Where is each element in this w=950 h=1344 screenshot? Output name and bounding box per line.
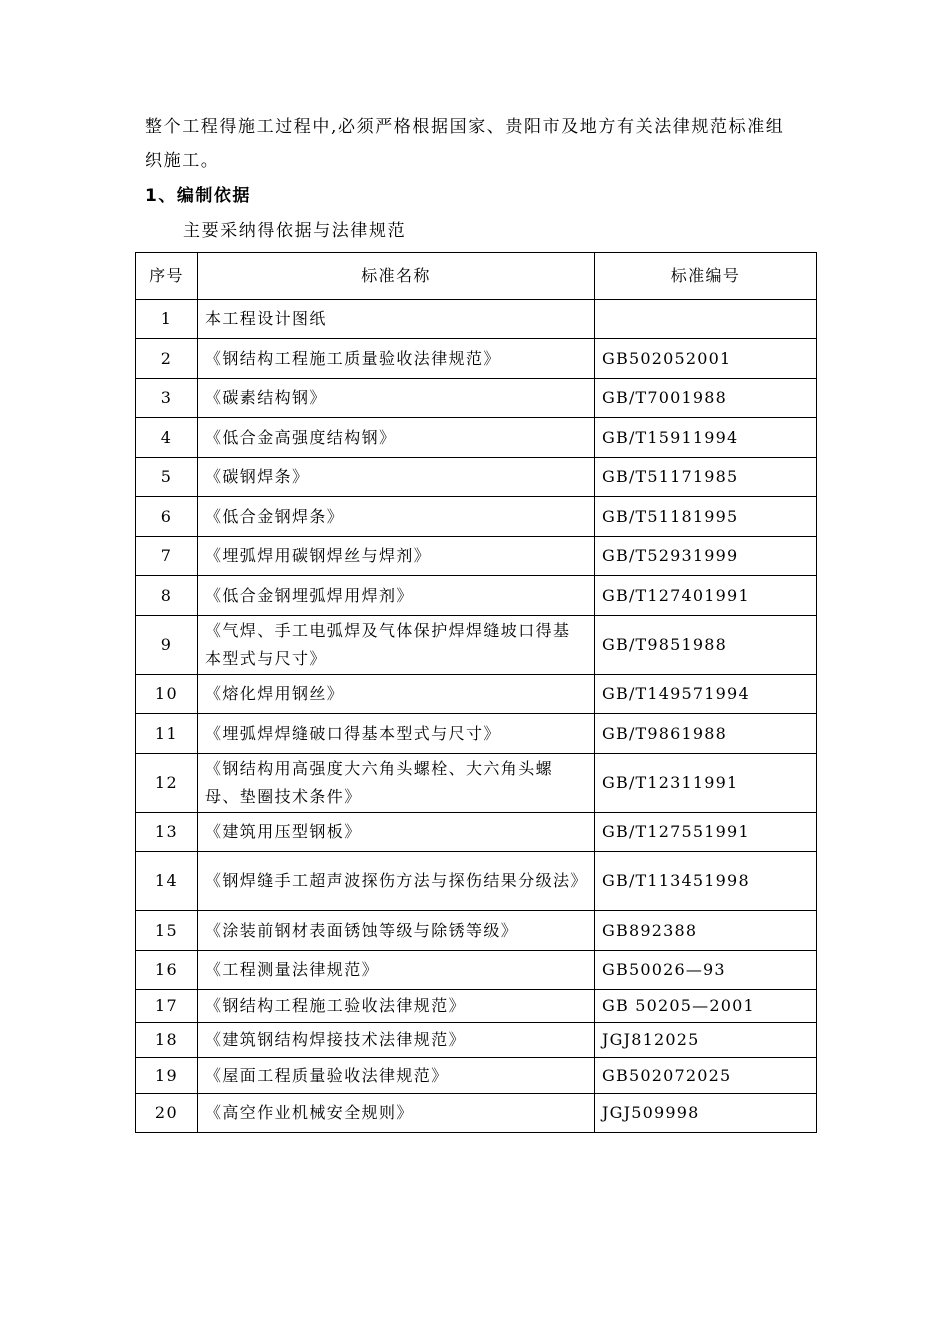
- row-number: 12: [136, 754, 198, 813]
- table-row: [136, 300, 817, 339]
- standard-name: 《屋面工程质量验收法律规范》: [198, 1058, 595, 1094]
- standard-code: GB/T9851988: [595, 616, 817, 675]
- table-row: [136, 852, 817, 911]
- table-row: [136, 813, 817, 852]
- standard-code: GB/T127551991: [595, 813, 817, 852]
- standard-code: GB892388: [595, 911, 817, 951]
- intro-paragraph: [145, 110, 825, 178]
- table-caption: 主要采纳得依据与法律规范: [183, 221, 407, 241]
- row-number: 13: [136, 813, 198, 852]
- standard-name: 《钢结构工程施工质量验收法律规范》: [198, 339, 595, 379]
- row-number: 20: [136, 1094, 198, 1133]
- table-row: [136, 497, 817, 537]
- row-number: 8: [136, 576, 198, 616]
- standard-name: 《碳钢焊条》: [198, 458, 595, 497]
- standard-name: 《钢结构工程施工验收法律规范》: [198, 990, 595, 1023]
- table-row: [136, 951, 817, 990]
- standard-code: GB/T127401991: [595, 576, 817, 616]
- standard-name: 《低合金钢焊条》: [198, 497, 595, 537]
- standard-code: JGJ812025: [595, 1023, 817, 1058]
- standard-code: GB/T51181995: [595, 497, 817, 537]
- table-row: [136, 458, 817, 497]
- standard-name: 《气焊、手工电弧焊及气体保护焊焊缝坡口得基本型式与尺寸》: [198, 616, 595, 675]
- table-row: [136, 576, 817, 616]
- table-row: [136, 990, 817, 1023]
- standard-name: 《低合金高强度结构钢》: [198, 418, 595, 458]
- row-number: 15: [136, 911, 198, 951]
- standard-code: GB 50205—2001: [595, 990, 817, 1023]
- table-row: [136, 1058, 817, 1094]
- standard-code: [595, 300, 817, 339]
- header-no: 序号: [136, 253, 198, 300]
- standards-table: [135, 252, 817, 1133]
- section-heading: 1、编制依据: [145, 186, 251, 206]
- table-row: [136, 616, 817, 675]
- row-number: 3: [136, 379, 198, 418]
- row-number: 10: [136, 675, 198, 714]
- row-number: 17: [136, 990, 198, 1023]
- standard-code: GB/T51171985: [595, 458, 817, 497]
- standard-name: 《涂装前钢材表面锈蚀等级与除锈等级》: [198, 911, 595, 951]
- table-row: [136, 339, 817, 379]
- standard-name: 《工程测量法律规范》: [198, 951, 595, 990]
- row-number: 11: [136, 714, 198, 754]
- row-number: 9: [136, 616, 198, 675]
- table-row: [136, 1023, 817, 1058]
- standard-name: 《钢结构用高强度大六角头螺栓、大六角头螺母、垫圈技术条件》: [198, 754, 595, 813]
- standard-name: 《钢焊缝手工超声波探伤方法与探伤结果分级法》: [198, 852, 595, 911]
- row-number: 19: [136, 1058, 198, 1094]
- row-number: 4: [136, 418, 198, 458]
- standard-code: GB502072025: [595, 1058, 817, 1094]
- standard-name: 《碳素结构钢》: [198, 379, 595, 418]
- standard-name: 《建筑用压型钢板》: [198, 813, 595, 852]
- header-code: 标准编号: [595, 253, 817, 300]
- standard-code: GB/T15911994: [595, 418, 817, 458]
- table-row: [136, 675, 817, 714]
- standard-name: 《埋弧焊用碳钢焊丝与焊剂》: [198, 537, 595, 576]
- table-header-row: [136, 253, 817, 300]
- standard-code: GB/T113451998: [595, 852, 817, 911]
- table-row: [136, 754, 817, 813]
- standard-code: GB/T12311991: [595, 754, 817, 813]
- table-row: [136, 418, 817, 458]
- row-number: 18: [136, 1023, 198, 1058]
- row-number: 14: [136, 852, 198, 911]
- standard-code: GB/T52931999: [595, 537, 817, 576]
- standard-name: 《低合金钢埋弧焊用焊剂》: [198, 576, 595, 616]
- row-number: 7: [136, 537, 198, 576]
- row-number: 16: [136, 951, 198, 990]
- intro-line-1: 整个工程得施工过程中,必须严格根据国家、贵阳市及地方有关法律规范标准组: [145, 117, 785, 137]
- table-row: [136, 911, 817, 951]
- standard-name: 《建筑钢结构焊接技术法律规范》: [198, 1023, 595, 1058]
- table-row: [136, 1094, 817, 1133]
- row-number: 6: [136, 497, 198, 537]
- table-row: [136, 379, 817, 418]
- standard-code: GB/T9861988: [595, 714, 817, 754]
- row-number: 5: [136, 458, 198, 497]
- table-row: [136, 714, 817, 754]
- standard-code: GB502052001: [595, 339, 817, 379]
- standard-name: 本工程设计图纸: [198, 300, 595, 339]
- header-name: 标准名称: [198, 253, 595, 300]
- standard-code: GB/T7001988: [595, 379, 817, 418]
- table-row: [136, 537, 817, 576]
- intro-line-2: 织施工。: [145, 151, 220, 171]
- standard-name: 《高空作业机械安全规则》: [198, 1094, 595, 1133]
- standard-name: 《熔化焊用钢丝》: [198, 675, 595, 714]
- standard-name: 《埋弧焊焊缝破口得基本型式与尺寸》: [198, 714, 595, 754]
- standard-code: GB50026—93: [595, 951, 817, 990]
- row-number: 1: [136, 300, 198, 339]
- standard-code: JGJ509998: [595, 1094, 817, 1133]
- row-number: 2: [136, 339, 198, 379]
- standard-code: GB/T149571994: [595, 675, 817, 714]
